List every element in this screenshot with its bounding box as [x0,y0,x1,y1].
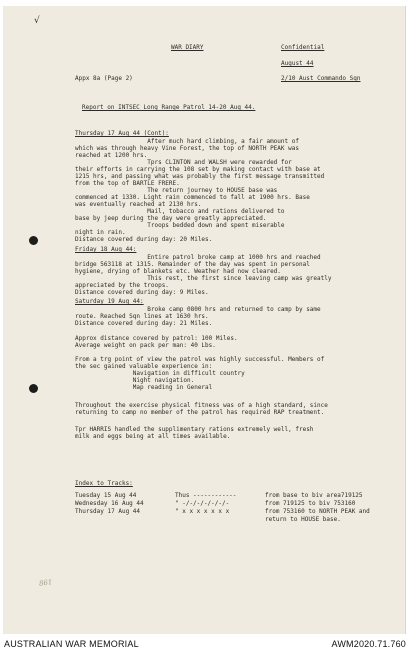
index-route: from base to biv area719125 [265,492,363,499]
text-line: from the top of BARTLE FRERE. [75,180,180,187]
report-title: Report on INTSEC Long Range Patrol 14-20 Aug 44. [82,104,256,111]
text-line: Average weight on pack per man: 40 Lbs. [75,342,216,349]
text-line: This rest, the first since leaving camp was greatly [75,275,332,282]
index-symbol: " -/-/-/-/-/-/- [175,500,230,507]
tick-mark: √ [34,16,40,26]
text-line: which was through heavy Vine Forest, the top of NORTH PEAK was [75,145,299,152]
text-line: Throughout the exercise physical fitness was of a high standard, since [75,402,328,409]
index-route: from 753160 to NORTH PEAK and [265,508,370,515]
text-line: Distance covered during day: 20 Miles. [75,236,213,243]
text-line: Night navigation. [75,377,195,384]
text-line: night in rain. [75,229,126,236]
catalogue-number: AWM2020.71.760 [331,639,406,649]
index-heading: Index to Tracks: [75,480,133,487]
classification: Confidential [281,44,325,51]
text-line: returning to camp no member of the patrol has required RAP treatment. [75,409,325,416]
friday-entry [75,254,331,296]
text-line: Mail, tobacco and rations delivered to [75,208,285,215]
unit-name: 2/10 Aust Commando Sqn [281,75,361,82]
text-line: their efforts in carrying the 108 set by making contact with base at [75,166,321,173]
index-symbol: " x x x x x x x [175,508,230,515]
punch-hole [29,236,38,245]
text-line: The return journey to HOUSE base was [75,187,278,194]
month: August 44 [281,60,314,67]
punch-hole [29,384,38,393]
text-line: Distance covered during day: 21 Miles. [75,320,213,327]
diary-title: WAR DIARY [171,44,204,51]
text-line: From a trg point of view the patrol was highly successful. Members of [75,356,325,363]
text-line: Navigation in difficult country [75,370,245,377]
archive-name: AUSTRALIAN WAR MEMORIAL [4,639,139,649]
saturday-entry [75,306,321,327]
text-line: the sec gained valuable experience in: [75,363,213,370]
index-date: Wednesday 16 Aug 44 [75,500,144,507]
text-line: Approx distance covered by patrol: 100 Miles. [75,335,238,342]
thursday-entry [75,138,324,243]
archive-footer [0,634,410,653]
diary-page [3,6,406,634]
text-line: appreciated by the troops. [75,282,169,289]
index-symbol: Thus ------------ [175,492,237,499]
text-line: Troops bedded down and spent miserable [75,222,285,229]
text-line: Tpr HARRIS handled the supplimentary rations extremely well, fresh [75,426,314,433]
fitness-note [75,402,328,416]
text-line: After much hard climbing, a fair amount of [75,138,299,145]
index-date: Tuesday 15 Aug 44 [75,492,137,499]
text-line: bridge 563118 at 1315. Remainder of the day was spent in personal [75,261,310,268]
index-date: Thursday 17 Aug 44 [75,508,141,515]
saturday-heading: Saturday 19 Aug 44: [75,298,144,305]
text-line: milk and eggs being at all times available. [75,433,231,440]
friday-heading: Friday 18 Aug 44: [75,246,137,253]
text-line: was eventually reached at 2130 hrs. [75,201,202,208]
index-route: return to HOUSE base. [265,516,341,523]
appendix-ref: Appx 8a (Page 2) [75,75,133,82]
index-route: from 719125 to biv 753160 [265,500,356,507]
patrol-summary [75,335,324,391]
text-line: Distance covered during day: 9 Miles. [75,289,209,296]
text-line: Tprs CLINTON and WALSH were rewarded for [75,159,292,166]
rations-note [75,426,313,440]
text-line: 1215 hrs, and passing what was probably the first message transmitted [75,173,325,180]
text-line: Broke camp 0800 hrs and returned to camp by same [75,306,321,313]
thursday-heading: Thursday 17 Aug 44 (Cont): [75,130,169,137]
pencil-annotation: 861 [38,578,53,588]
text-line: Map reading in General [75,384,213,391]
text-line: hygiene, drying of blankets etc. Weather had now cleared. [75,268,281,275]
text-line: reached at 1200 hrs. [75,152,148,159]
text-line: Entire patrol broke camp at 1000 hrs and reached [75,254,321,261]
text-line [75,349,324,356]
text-line: base by jeep during the day were greatly appreciated. [75,215,267,222]
text-line: commenced at 1330. Light rain commenced to fall at 1900 hrs. Base [75,194,310,201]
text-line: route. Reached Sqn lines at 1630 hrs. [75,313,209,320]
